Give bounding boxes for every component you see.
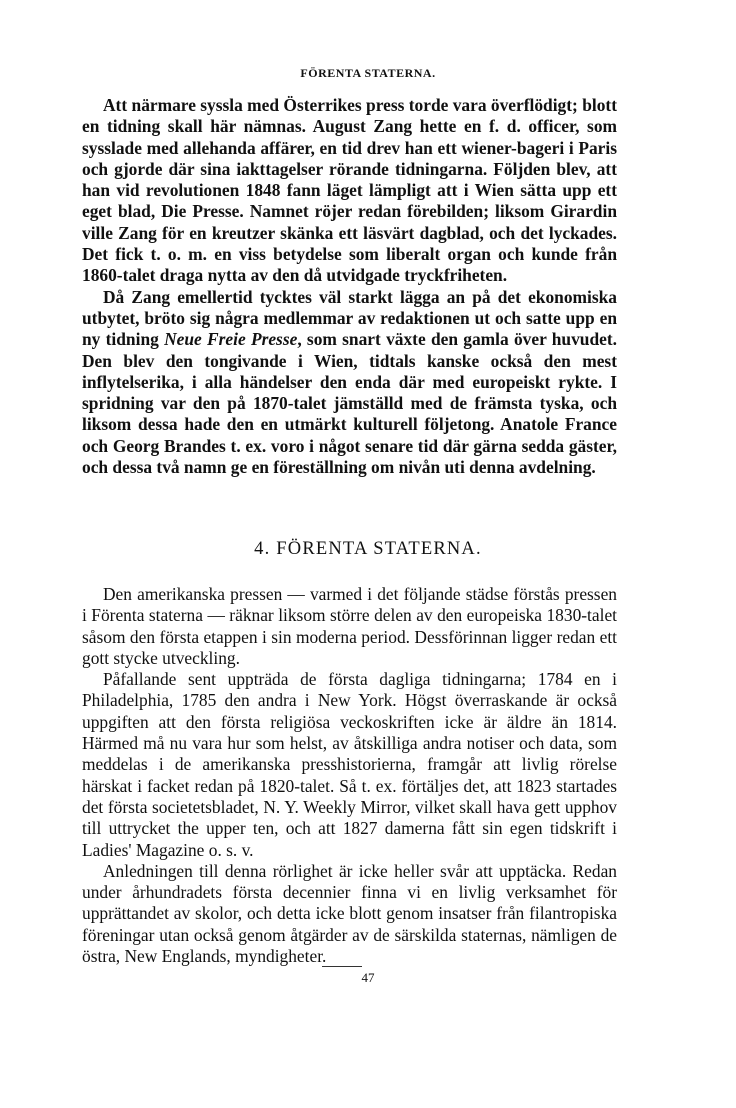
folio-rule: [322, 966, 362, 967]
paragraph: Att närmare syssla med Österrikes press torde vara överflödigt; blott en tidning skall här nämnas. August Zang hette en f. d. officer, som sysslade med allehanda affärer, en tid drev han ett wiener-bageri i Paris och gjorde där sina iakttagelser rörande tidningarna. Följden blev, att han vid revolutionen 1848 fann läget lämpligt att i Wien sätta upp ett eget blad, Die Presse. Namnet röjer redan förebilden; liksom Girardin ville Zang för en kreutzer skänka ett läsvärt dagblad, och det lyckades. Det fick t. o. m. en viss betydelse som liberalt organ och kunde från 1860-talet draga nytta av den då utvidgade tryckfriheten.: [82, 95, 617, 286]
page-number: 47: [361, 970, 375, 985]
section-heading: 4. FÖRENTA STATERNA.: [254, 539, 482, 559]
newspaper-title: Neue Freie Presse: [164, 329, 298, 350]
paragraph: Påfallande sent uppträda de första dagliga tidningarna; 1784 en i Philadelphia, 1785 den andra i New York. Högst överraskande är också uppgiften att den första religiösa veckoskriften icke är äldre än 1814. Härmed må nu vara hur som helst, av åtskilliga andra notiser och data, som meddelas i de amerikanska presshistorierna, framgår att livlig rörelse härskat i facket redan på 1820-talet. Så t. ex. förtäljes det, att 1823 startades det första societetsbladet, N. Y. Weekly Mirror, vilket skall hava gett upphov till uttrycket the upper ten, och att 1827 damerna fått sin egen tidskrift i Ladies' Magazine o. s. v.: [82, 669, 617, 860]
paragraph-text: Då Zang emellertid tycktes väl starkt lägga an på det ekonomiska utbytet, bröto sig några medlemmar av redaktionen ut och satte upp en ny tidning: [82, 286, 617, 350]
paragraph-text: , som snart växte den gamla över huvudet. Den blev den tongivande i Wien, tidtals kanske också den mest inflytelserika, i alla händelser den enda där med europeiskt rykte. I spridning var den på 1870-talet jämställd med de främsta tyska, och liksom dessa hade den en utmärkt kulturell följetong. Anatole France och Georg Brandes t. ex. voro i något senare tid där gärna sedda gäster, och dessa två namn ge en föreställning om nivån uti denna avdelning.: [82, 329, 617, 478]
paragraph: Den amerikanska pressen — varmed i det följande städse förstås pressen i Förenta staterna — räknar liksom större delen av den europeiska 1830-talet såsom den första etappen i sin moderna period. Dessförinnan ligger redan ett gott stycke utveckling.: [82, 584, 617, 668]
paragraph: [82, 287, 617, 479]
text-block-austria: [82, 95, 617, 478]
text-block-united-states: [82, 584, 617, 967]
running-head: FÖRENTA STATERNA.: [300, 66, 436, 80]
paragraph: Anledningen till denna rörlighet är icke heller svår att upptäcka. Redan under århundradets första decennier finna vi en livlig verksamhet för upprättandet av skolor, och detta icke blott genom insatser från filantropiska föreningar utan också genom åtgärder av de särskilda staternas, nämligen de östra, New Englands, myndigheter.: [82, 860, 617, 967]
